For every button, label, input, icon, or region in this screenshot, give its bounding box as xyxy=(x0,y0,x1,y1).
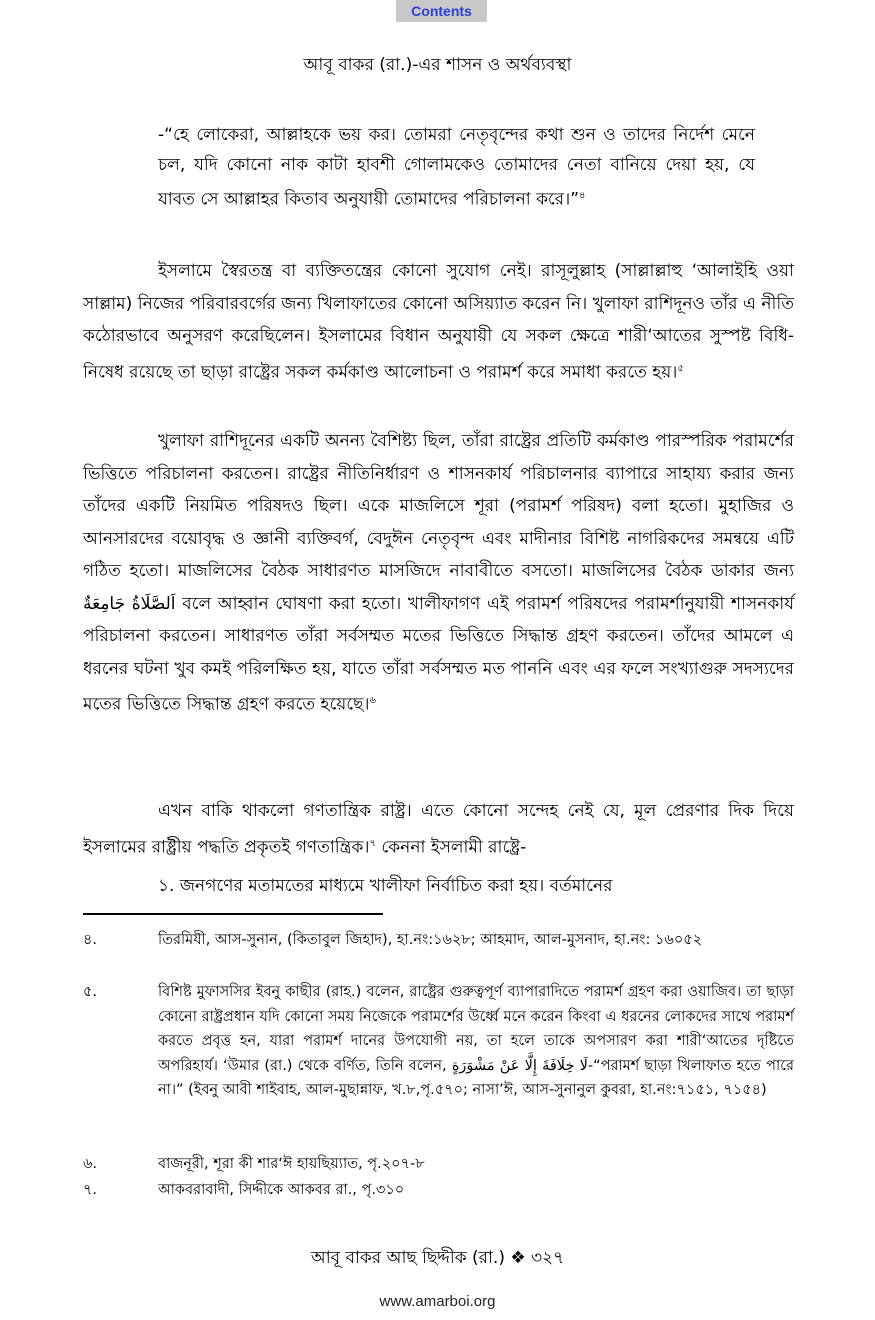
footnote-ref: ৫ xyxy=(677,362,684,374)
paragraph-3: এখন বাকি থাকলো গণতান্ত্রিক রাষ্ট্র। এতে কোনো সন্দেহ নেই যে, মূল প্রেরণার দিক দিয়ে ইসলামের রাষ্ট্রীয় পদ্ধতি প্রকৃতই গণতান্ত্রিক।$^৭$ কেননা ইসলামী রাষ্ট্রে- xyxy=(83,801,794,858)
paragraph-2: খুলাফা রাশিদূনের একটি অনন্য বৈশিষ্ট্য ছিল, তাঁরা রাষ্ট্রের প্রতিটি কর্মকাণ্ড পারস্পরিক পরামর্শের ভিত্তিতে পরিচালনা করতেন। রাষ্ট্রের নীতিনির্ধারণ ও শাসনকার্য পরিচালনার ব্যাপারে সাহায্য করার জন্য তাঁদের একটি নিয়মিত পরিষদও ছিল। একে মাজলিসে শূরা (পরামর্শ পরিষদ) বলা হতো। মুহাজির ও আনসারদের বয়োবৃদ্ধ ও জ্ঞানী ব্যক্তিবর্গ, বেদুঈন নেতৃবৃন্দ এবং মাদীনার বিশিষ্ট নাগরিকদের সমন্বয়ে এটি গঠিত হতো। মাজলিসের বৈঠক সাধারণত মাসজিদে নাবাবীতে বসতো। মাজলিসের বৈঠক ডাকার জন্য اَلصَّلَاةُ جَامِعَةٌ বলে আহ্বান ঘোষণা করা হতো। খালীফাগণ এই পরামর্শ পরিষদের পরামর্শানুযায়ী শাসনকার্য পরিচালনা করতেন। সাধারণত তাঁরা সর্বসম্মত মতের ভিত্তিতে সিদ্ধান্ত গ্রহণ করতেন। তাঁদের আমলে এ ধরনের ঘটনা খুব কমই পরিলক্ষিত হয়, যাতে তাঁরা সর্বসম্মত মত পাননি এবং এর ফলে সংখ্যাগুরু সদস্যদের মতের ভিত্তিতে সিদ্ধান্ত গ্রহণ করতে হয়েছে।$^৬$ xyxy=(83,431,794,715)
list-item: ১. জনগণের মতামতের মাধ্যমে খালীফা নির্বাচিত করা হয়। বর্তমানের xyxy=(158,876,613,896)
quote-paragraph: -“হে লোকেরা, আল্লাহকে ভয় কর। তোমরা নেতৃবৃন্দের কথা শুন ও তাদের নির্দেশ মেনে চল, যদি কোনো নাক কাটা হাবশী গোলামকেও তোমাদের নেতা বানিয়ে দেয়া হয়, যে যাবত সে আল্লাহর কিতাব অনুযায়ী তোমাদের পরিচালনা করে।”$^৪$ xyxy=(158,125,755,210)
running-title: আবূ বাকর (রা.)-এর শাসন ও অর্থব্যবস্থা xyxy=(303,55,572,75)
footnote-ref: ৭ xyxy=(369,837,376,849)
footnote-4: ৪. তিরমিযী, আস-সুনান, (কিতাবুল জিহাদ), হা.নং:১৬২৮; আহমাদ, আল-মুসনাদ, হা.নং: ১৬০৫২ xyxy=(83,932,703,948)
page-footer: আবূ বাকর আছ ছিদ্দীক (রা.) ❖ ৩২৭ xyxy=(310,1248,565,1268)
arabic-quote: لَا خِلَافَةَ إِلَّا عَنْ مَشْوَرَةٍ xyxy=(451,1057,588,1074)
footnote-6: ৬. বাজনূরী, শূরা কী শার‘ঈ হায়ছিয়্যাত, পৃ.২০৭-৮ xyxy=(83,1156,425,1172)
footnote-ref: ৪ xyxy=(579,189,586,201)
arabic-phrase: اَلصَّلَاةُ جَامِعَةٌ xyxy=(83,593,176,614)
website-link[interactable]: www.amarboi.org xyxy=(379,1293,496,1310)
footnote-divider xyxy=(83,913,383,915)
footnote-5: ৫. বিশিষ্ট মুফাসসির ইবনু কাছীর (রাহ.) বলেন, রাষ্ট্রের গুরুত্বপূর্ণ ব্যাপারাদিতে পরামর্শ গ্রহণ করা ওয়াজিব। তা ছাড়া কোনো রাষ্ট্রপ্রধান যদি কোনো সময় নিজেকে পরামর্শের উর্ধ্বে মনে করেন কিংবা এ ধরনের লোকদের সাথে পরামর্শ করতে প্রবৃত্ত হন, যারা পরামর্শ দানের উপযোগী নয়, তা হলে তাকে অপসারণ করা শারী‘আতের দৃষ্টিতে অপরিহার্য। ‘উমার (রা.) থেকে বর্ণিত, তিনি বলেন, لَا خِلَافَةَ إِلَّا عَنْ مَشْوَرَةٍ-“পরামর্শ ছাড়া খিলাফাত হতে পারে না।” (ইবনু আবী শাইবাহ, আল-মুছান্নাফ, খ.৮,পৃ.৫৭০; নাসা’ঈ, আস-সুনানুল কুবরা, হা.নং:৭১৫১, ৭১৫৪) xyxy=(83,984,795,1098)
contents-button[interactable]: Contents xyxy=(396,0,487,22)
footnote-ref: ৬ xyxy=(369,695,377,706)
paragraph-1: ইসলামে স্বৈরতন্ত্র বা ব্যক্তিতন্ত্রের কোনো সুযোগ নেই। রাসূলুল্লাহ (সাল্লাল্লাহু ‘আলাইহি ওয়া সাল্লাম) নিজের পরিবারবর্গের জন্য খিলাফাতের কোনো অসিয়্যাত করেন নি। খুলাফা রাশিদূনও তাঁর এ নীতি কঠোরভাবে অনুসরণ করেছিলেন। ইসলামের বিধান অনুযায়ী যে সকল ক্ষেত্রে শারী‘আতের সুস্পষ্ট বিধি-নিষেধ রয়েছে তা ছাড়া রাষ্ট্রের সকল কর্মকাণ্ড আলোচনা ও পরামর্শ করে সমাধা করতে হয়।$^৫$ xyxy=(83,261,794,383)
footnote-7: ৭. আকবরাবাদী, সিদ্দীকে আকবর রা., পৃ.৩১০ xyxy=(83,1182,405,1198)
